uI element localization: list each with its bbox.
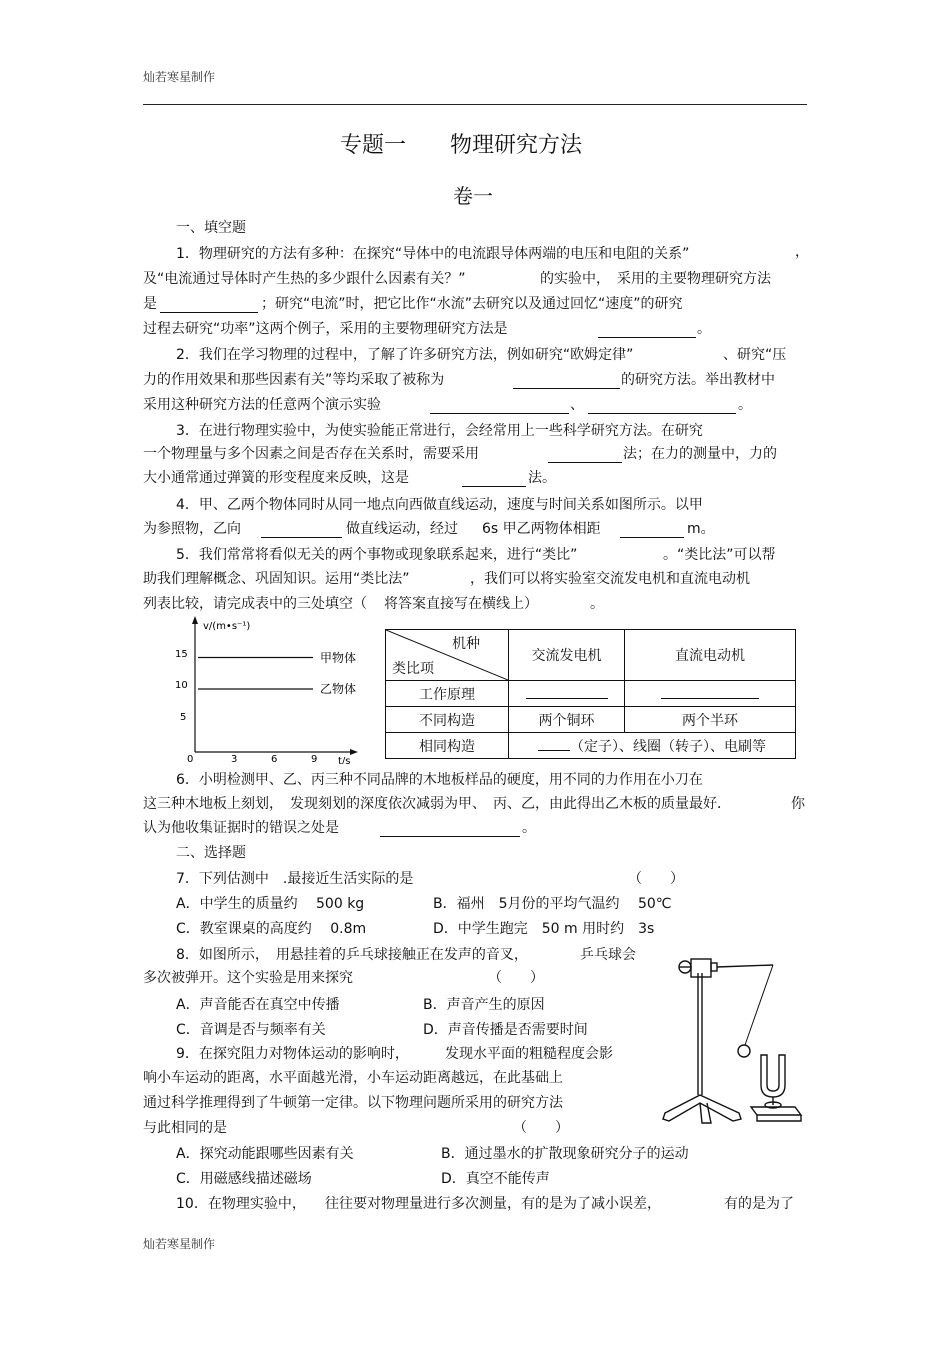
q3-line3a: 大小通常通过弹簧的形变程度来反映，这是 [143,470,409,486]
q8-paren[interactable]: （ ） [488,970,544,986]
q1-line3b: ；研究“电流”时，把它比作“水流”去研究以及通过回忆“速度”的研究 [261,296,683,312]
q2-line2b: 的研究方法。举出教材中 [621,372,775,388]
q4-blank-1[interactable] [261,523,342,538]
q1-blank-1[interactable] [160,298,258,313]
q6-blank[interactable] [380,822,520,837]
table-corner-top: 机种 [452,636,480,652]
q6-line2b: 你 [791,796,805,812]
q4-line1: 4．甲、乙两个物体同时从同一地点向西做直线运动，速度与时间关系如图所示。以甲 [176,497,703,513]
q5-line3c: 。 [590,596,604,612]
graph-x-arrow [350,749,358,755]
graph-y-tick-10: 10 [175,680,188,691]
q2-line1a: 2．我们在学习物理的过程中，了解了许多研究方法，例如研究“欧姆定律” [176,347,634,363]
q9-line1b: 发现水平面的粗糙程度会影 [445,1046,613,1062]
series-jia-label: 甲物体 [320,651,357,665]
table-row-label-principle: 工作原理 [386,681,509,707]
q9-paren[interactable]: （ ） [513,1120,569,1136]
table-header-motor: 直流电动机 [625,630,796,681]
table-cell-motor-principle[interactable] [625,681,796,707]
graph-x-tick-6: 6 [271,754,278,764]
q2-line2a: 力的作用效果和那些因素有关”等均采取了被称为 [143,372,445,388]
graph-y-label: v/(m•s⁻¹) [203,621,251,632]
q3-blank-2[interactable] [462,472,526,487]
q5-line1a: 5．我们常常将看似无关的两个事物或现象联系起来，进行“类比” [176,547,578,563]
table-corner-cell [386,630,509,681]
table-header-generator: 交流发电机 [509,630,625,681]
q5-line2b: ，我们可以将实验室交流发电机和直流电动机 [470,571,750,587]
graph-x-label: t/s [338,756,351,764]
q8-option-c: C．音调是否与频率有关 [176,1022,326,1038]
q1-line1: 1．物理研究的方法有多种：在探究“导体中的电流跟导体两端的电压和电阻的关系” [176,246,690,262]
graph-y-tick-15: 15 [175,649,188,660]
graph-x-tick-9: 9 [311,754,318,764]
q9-line4: 与此相同的是 [143,1120,227,1136]
q4-blank-2[interactable] [620,523,684,538]
q7-stem: 7．下列估测中 .最接近生活实际的是 [176,871,414,887]
q3-line2a: 一个物理量与多个因素之间是否存在关系时，需要采用 [143,446,479,462]
header-maker: 灿若寒星制作 [143,70,216,84]
q7-option-a: A．中学生的质量约 500 kg [176,896,365,912]
table-cell-same-structure[interactable] [509,733,796,759]
q7-paren[interactable]: （ ） [628,871,684,887]
q2-line3b: 、 [570,397,584,413]
table-cell-generator-principle[interactable] [509,681,625,707]
q6-line1: 6．小明检测甲、乙、丙三种不同品牌的木地板样品的硬度，用不同的力作用在小刀在 [176,772,703,788]
series-yi-label: 乙物体 [320,682,357,696]
q2-blank-1[interactable] [513,374,620,389]
q2-line3c: 。 [738,397,752,413]
q7-option-c: C．教室课桌的高度约 0.8m [176,921,367,937]
q4-line2c: 6s 甲乙两物体相距 [482,521,601,537]
q6-line2a: 这三种木地板上刻划， 发现刻划的深度依次减弱为甲、 丙、乙，由此得出乙木板的质量最好． [143,796,731,812]
q9-option-b: B．通过墨水的扩散现象研究分子的运动 [441,1146,689,1162]
graph-y-arrow [192,616,198,624]
footer-maker: 灿若寒星制作 [143,1237,216,1251]
q8-line2a: 多次被弹开。这个实验是用来探究 [143,970,353,986]
q6-line3b: 。 [522,820,536,836]
q2-line1b: 、研究“压 [723,347,787,363]
q1-line4b: 。 [697,321,711,337]
q5-line1b: 。“类比法”可以帮 [663,547,776,563]
graph-x-tick-0: 0 [187,754,194,764]
table-blank-stator[interactable] [538,736,570,751]
velocity-time-graph [170,614,370,764]
table-cell-generator-rings: 两个铜环 [509,707,625,733]
q3-blank-1[interactable] [548,448,622,463]
q9-line1a: 9．在探究阻力对物体运动的影响时， [176,1046,409,1062]
q3-line3b: 法。 [528,470,556,486]
table-corner-bottom: 类比项 [392,661,434,677]
q1-blank-2[interactable] [598,323,696,338]
q9-line2: 响小车运动的距离，水平面越光滑，小车运动距离越远，在此基础上 [143,1070,563,1086]
q10-line1b: 往往要对物理量进行多次测量，有的是为了减小误差， [325,1196,661,1212]
q1-line1-comma: ， [795,244,809,260]
q2-line3a: 采用这种研究方法的任意两个演示实验 [143,397,381,413]
section-fill-blank: 一、填空题 [176,220,246,236]
q10-line1c: 有的是为了 [724,1196,794,1212]
q8-line1a: 8．如图所示， 用悬挂着的乒乓球接触正在发声的音叉， [176,947,528,963]
q5-line2a: 助我们理解概念、巩固知识。运用“类比法” [143,571,410,587]
q4-line2b: 做直线运动，经过 [346,521,458,537]
q8-option-a: A．声音能否在真空中传播 [176,997,340,1013]
comparison-table [385,629,796,759]
q1-line2a: 及“电流通过导体时产生热的多少跟什么因素有关？” [143,271,466,287]
q5-line3b: 将答案直接写在横线上） [384,596,538,612]
table-cell-motor-rings: 两个半环 [625,707,796,733]
q3-line2b: 法；在力的测量中，力的 [623,446,777,462]
header-rule [143,104,807,105]
q9-line3: 通过科学推理得到了牛顿第一定律。以下物理问题所采用的研究方法 [143,1095,563,1111]
q3-line1: 3．在进行物理实验中，为使实验能正常进行，会经常用上一些科学研究方法。在研究 [176,423,703,439]
q1-line4a: 过程去研究“功率”这两个例子，采用的主要物理研究方法是 [143,321,508,337]
q1-line2b: 的实验中， 采用的主要物理研究方法 [540,271,771,287]
q7-option-d: D．中学生跑完 50 m 用时约 3s [433,921,655,937]
volume-title: 卷一 [453,184,493,208]
q2-blank-2[interactable] [430,399,569,414]
q9-option-a: A．探究动能跟哪些因素有关 [176,1146,354,1162]
q9-option-d: D．真空不能传声 [441,1171,550,1187]
tuning-fork-apparatus-figure [655,945,805,1127]
graph-x-tick-3: 3 [231,754,238,764]
q6-line3a: 认为他收集证据时的错误之处是 [143,820,339,836]
q8-option-d: D．声音传播是否需要时间 [423,1022,588,1038]
q4-line2a: 为参照物，乙向 [143,521,241,537]
q9-option-c: C．用磁感线描述磁场 [176,1171,312,1187]
q8-option-b: B．声音产生的原因 [423,997,545,1013]
q5-line3a: 列表比较，请完成表中的三处填空（ [143,596,367,612]
page-title: 专题一 物理研究方法 [340,133,583,158]
q8-line1b: 乒乓球会 [580,947,636,963]
q10-line1a: 10．在物理实验中， [176,1196,306,1212]
section-multiple-choice: 二、选择题 [176,845,246,861]
q2-blank-3[interactable] [588,399,736,414]
table-same-text: （定子）、线圈（转子）、电刷等 [570,738,766,755]
q7-option-b: B．福州 5月份的平均气温约 50℃ [433,896,672,912]
table-row-label-different: 不同构造 [386,707,509,733]
graph-y-tick-5: 5 [180,712,187,723]
q4-line2d: m。 [687,521,715,537]
q1-line3a: 是 [143,296,157,312]
table-row-label-same: 相同构造 [386,733,509,759]
